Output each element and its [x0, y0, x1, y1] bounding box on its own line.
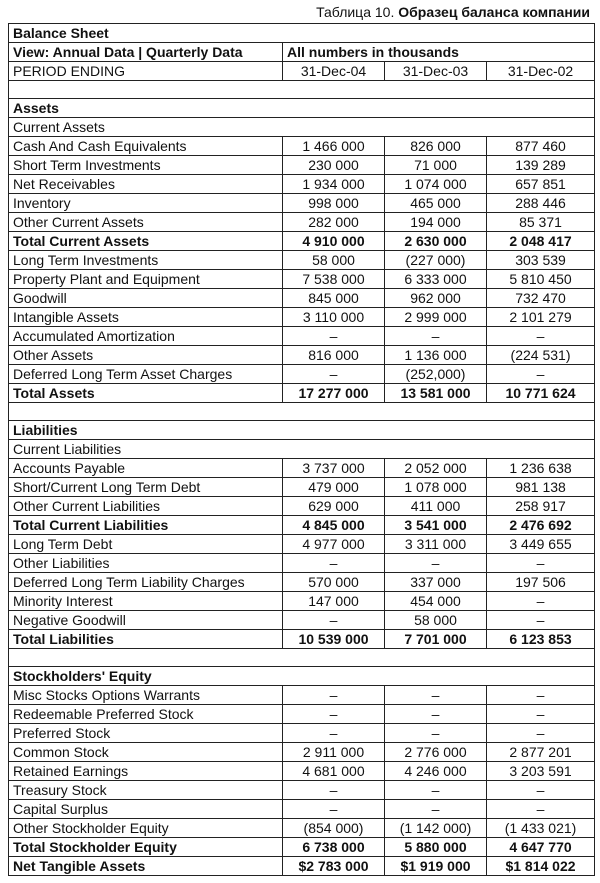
value-cell: 732 470: [487, 289, 595, 308]
row-label: Short/Current Long Term Debt: [9, 478, 283, 497]
value-cell: 194 000: [385, 213, 487, 232]
value-cell: –: [283, 327, 385, 346]
table-row: [9, 459, 595, 478]
value-cell: 7 701 000: [385, 630, 487, 649]
table-row: [9, 686, 595, 705]
total-row: [9, 384, 595, 403]
value-cell: –: [487, 781, 595, 800]
row-label: Net Receivables: [9, 175, 283, 194]
value-cell: –: [385, 724, 487, 743]
period-header: 31-Dec-02: [487, 62, 595, 81]
row-label: Redeemable Preferred Stock: [9, 705, 283, 724]
section-header-row: [9, 667, 595, 686]
value-cell: 147 000: [283, 592, 385, 611]
table-row: [9, 308, 595, 327]
value-cell: –: [385, 554, 487, 573]
value-cell: 4 910 000: [283, 232, 385, 251]
value-cell: 258 917: [487, 497, 595, 516]
value-cell: –: [487, 327, 595, 346]
value-cell: 139 289: [487, 156, 595, 175]
value-cell: $1 814 022: [487, 857, 595, 876]
value-cell: 2 048 417: [487, 232, 595, 251]
subsection-row: [9, 440, 595, 459]
row-label: Capital Surplus: [9, 800, 283, 819]
value-cell: 3 311 000: [385, 535, 487, 554]
value-cell: –: [487, 611, 595, 630]
value-cell: 411 000: [385, 497, 487, 516]
subsection-title: Current Liabilities: [9, 440, 595, 459]
table-row: [9, 478, 595, 497]
value-cell: 5 810 450: [487, 270, 595, 289]
row-label: Deferred Long Term Liability Charges: [9, 573, 283, 592]
value-cell: (854 000): [283, 819, 385, 838]
value-cell: 998 000: [283, 194, 385, 213]
value-cell: 845 000: [283, 289, 385, 308]
value-cell: 479 000: [283, 478, 385, 497]
value-cell: 1 466 000: [283, 137, 385, 156]
table-row: [9, 535, 595, 554]
spacer-cell: [9, 649, 595, 667]
value-cell: $2 783 000: [283, 857, 385, 876]
value-cell: 877 460: [487, 137, 595, 156]
period-label: PERIOD ENDING: [9, 62, 283, 81]
balance-sheet-table: [8, 23, 595, 876]
value-cell: 1 136 000: [385, 346, 487, 365]
value-cell: 58 000: [385, 611, 487, 630]
table-row: [9, 289, 595, 308]
value-cell: 5 880 000: [385, 838, 487, 857]
value-cell: –: [283, 705, 385, 724]
section-header-row: [9, 421, 595, 440]
value-cell: 303 539: [487, 251, 595, 270]
table-row: [9, 800, 595, 819]
section-title: Assets: [9, 99, 595, 118]
value-cell: 816 000: [283, 346, 385, 365]
value-cell: –: [487, 800, 595, 819]
table-row: [9, 327, 595, 346]
spacer-row: [9, 81, 595, 99]
view-row: [9, 43, 595, 62]
value-cell: 570 000: [283, 573, 385, 592]
table-row: [9, 213, 595, 232]
row-label: Treasury Stock: [9, 781, 283, 800]
table-row: [9, 156, 595, 175]
value-cell: 3 203 591: [487, 762, 595, 781]
value-cell: 629 000: [283, 497, 385, 516]
table-row: [9, 743, 595, 762]
value-cell: 4 977 000: [283, 535, 385, 554]
value-cell: –: [487, 554, 595, 573]
units-note: All numbers in thousands: [283, 43, 595, 62]
value-cell: 3 737 000: [283, 459, 385, 478]
value-cell: 85 371: [487, 213, 595, 232]
value-cell: 3 449 655: [487, 535, 595, 554]
value-cell: –: [283, 554, 385, 573]
period-row: [9, 62, 595, 81]
value-cell: 4 681 000: [283, 762, 385, 781]
value-cell: 1 934 000: [283, 175, 385, 194]
value-cell: 6 123 853: [487, 630, 595, 649]
table-row: [9, 270, 595, 289]
spacer-cell: [9, 81, 595, 99]
value-cell: 962 000: [385, 289, 487, 308]
table-row: [9, 137, 595, 156]
value-cell: –: [487, 592, 595, 611]
table-row: [9, 194, 595, 213]
value-cell: 1 074 000: [385, 175, 487, 194]
row-label: Minority Interest: [9, 592, 283, 611]
value-cell: (1 433 021): [487, 819, 595, 838]
section-title: Liabilities: [9, 421, 595, 440]
row-label: Deferred Long Term Asset Charges: [9, 365, 283, 384]
row-label: Other Liabilities: [9, 554, 283, 573]
row-label: Total Liabilities: [9, 630, 283, 649]
table-row: [9, 762, 595, 781]
value-cell: 4 647 770: [487, 838, 595, 857]
row-label: Preferred Stock: [9, 724, 283, 743]
value-cell: $1 919 000: [385, 857, 487, 876]
value-cell: –: [283, 611, 385, 630]
period-header: 31-Dec-03: [385, 62, 487, 81]
value-cell: 58 000: [283, 251, 385, 270]
value-cell: 465 000: [385, 194, 487, 213]
value-cell: 2 052 000: [385, 459, 487, 478]
row-label: Accumulated Amortization: [9, 327, 283, 346]
row-label: Short Term Investments: [9, 156, 283, 175]
table-row: [9, 611, 595, 630]
view-toggle[interactable]: View: Annual Data | Quarterly Data: [9, 43, 283, 62]
value-cell: –: [385, 327, 487, 346]
value-cell: –: [487, 705, 595, 724]
table-caption: [316, 4, 590, 20]
row-label: Property Plant and Equipment: [9, 270, 283, 289]
row-label: Accounts Payable: [9, 459, 283, 478]
value-cell: 337 000: [385, 573, 487, 592]
total-row: [9, 232, 595, 251]
value-cell: 1 236 638: [487, 459, 595, 478]
total-row: [9, 838, 595, 857]
row-label: Intangible Assets: [9, 308, 283, 327]
caption-prefix: Таблица 10.: [316, 4, 395, 20]
row-label: Misc Stocks Options Warrants: [9, 686, 283, 705]
row-label: Other Current Liabilities: [9, 497, 283, 516]
table-row: [9, 346, 595, 365]
subsection-title: Current Assets: [9, 118, 595, 137]
value-cell: 4 845 000: [283, 516, 385, 535]
value-cell: 282 000: [283, 213, 385, 232]
value-cell: –: [283, 365, 385, 384]
value-cell: 10 539 000: [283, 630, 385, 649]
period-header: 31-Dec-04: [283, 62, 385, 81]
total-row: [9, 516, 595, 535]
value-cell: 2 101 279: [487, 308, 595, 327]
value-cell: 3 541 000: [385, 516, 487, 535]
section-header-row: [9, 99, 595, 118]
row-label: Total Stockholder Equity: [9, 838, 283, 857]
section-title: Stockholders' Equity: [9, 667, 595, 686]
table-row: [9, 573, 595, 592]
value-cell: 230 000: [283, 156, 385, 175]
sheet-title-row: [9, 24, 595, 43]
value-cell: –: [385, 686, 487, 705]
value-cell: 2 630 000: [385, 232, 487, 251]
row-label: Net Tangible Assets: [9, 857, 283, 876]
row-label: Total Current Assets: [9, 232, 283, 251]
value-cell: 6 333 000: [385, 270, 487, 289]
row-label: Goodwill: [9, 289, 283, 308]
value-cell: –: [487, 724, 595, 743]
value-cell: 13 581 000: [385, 384, 487, 403]
value-cell: –: [487, 686, 595, 705]
spacer-row: [9, 403, 595, 421]
value-cell: 71 000: [385, 156, 487, 175]
value-cell: 4 246 000: [385, 762, 487, 781]
total-row: [9, 857, 595, 876]
sheet-title: Balance Sheet: [9, 24, 595, 43]
value-cell: –: [283, 724, 385, 743]
value-cell: 10 771 624: [487, 384, 595, 403]
value-cell: 7 538 000: [283, 270, 385, 289]
value-cell: (224 531): [487, 346, 595, 365]
value-cell: 3 110 000: [283, 308, 385, 327]
table-row: [9, 781, 595, 800]
value-cell: –: [283, 800, 385, 819]
value-cell: 2 877 201: [487, 743, 595, 762]
table-row: [9, 175, 595, 194]
row-label: Retained Earnings: [9, 762, 283, 781]
row-label: Negative Goodwill: [9, 611, 283, 630]
value-cell: 2 999 000: [385, 308, 487, 327]
row-label: Total Current Liabilities: [9, 516, 283, 535]
table-row: [9, 554, 595, 573]
value-cell: 2 911 000: [283, 743, 385, 762]
value-cell: 2 476 692: [487, 516, 595, 535]
value-cell: 826 000: [385, 137, 487, 156]
value-cell: 2 776 000: [385, 743, 487, 762]
row-label: Common Stock: [9, 743, 283, 762]
table-row: [9, 251, 595, 270]
value-cell: –: [283, 781, 385, 800]
spacer-row: [9, 649, 595, 667]
row-label: Other Current Assets: [9, 213, 283, 232]
value-cell: 1 078 000: [385, 478, 487, 497]
value-cell: (1 142 000): [385, 819, 487, 838]
value-cell: –: [487, 365, 595, 384]
value-cell: (227 000): [385, 251, 487, 270]
table-row: [9, 497, 595, 516]
value-cell: –: [385, 705, 487, 724]
caption-title: Образец баланса компании: [398, 4, 590, 20]
value-cell: –: [283, 686, 385, 705]
table-row: [9, 592, 595, 611]
value-cell: –: [385, 781, 487, 800]
table-row: [9, 365, 595, 384]
table-row: [9, 705, 595, 724]
value-cell: 17 277 000: [283, 384, 385, 403]
value-cell: (252,000): [385, 365, 487, 384]
total-row: [9, 630, 595, 649]
row-label: Long Term Debt: [9, 535, 283, 554]
row-label: Other Assets: [9, 346, 283, 365]
row-label: Cash And Cash Equivalents: [9, 137, 283, 156]
value-cell: –: [385, 800, 487, 819]
row-label: Inventory: [9, 194, 283, 213]
value-cell: 657 851: [487, 175, 595, 194]
table-row: [9, 819, 595, 838]
value-cell: 197 506: [487, 573, 595, 592]
value-cell: 288 446: [487, 194, 595, 213]
value-cell: 454 000: [385, 592, 487, 611]
spacer-cell: [9, 403, 595, 421]
value-cell: 6 738 000: [283, 838, 385, 857]
row-label: Long Term Investments: [9, 251, 283, 270]
value-cell: 981 138: [487, 478, 595, 497]
row-label: Total Assets: [9, 384, 283, 403]
subsection-row: [9, 118, 595, 137]
row-label: Other Stockholder Equity: [9, 819, 283, 838]
table-row: [9, 724, 595, 743]
